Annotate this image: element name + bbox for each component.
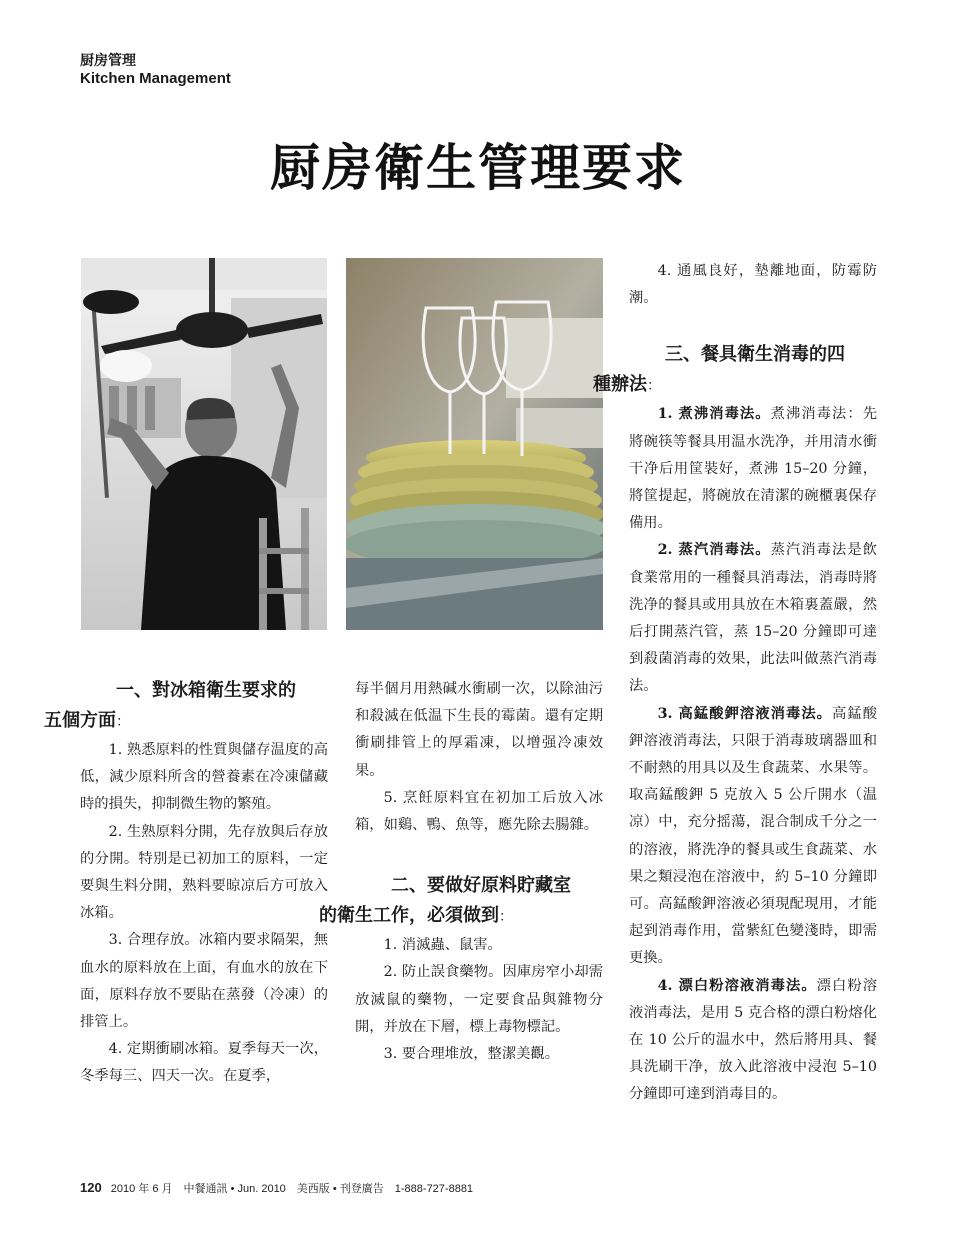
column-right xyxy=(593,258,878,1109)
paragraph xyxy=(629,401,877,537)
paragraph: 1. 熟悉原料的性質與儲存温度的高低，減少原料所含的營養素在冷凍儲藏時的損失，抑制微生物的繁殖。 xyxy=(80,742,328,813)
method-text: 蒸汽消毒法是飲食業常用的一種餐具消毒法，消毒時將洗净的餐具或用具放在木箱裏蓋嚴，然后打開蒸汽管，蒸 15–20 分鐘即可達到殺菌消毒的效果，此法叫做蒸汽消毒法。 xyxy=(629,542,877,695)
page-title: 厨房衛生管理要求 xyxy=(270,138,686,197)
method-label: 4. 漂白粉溶液消毒法。 xyxy=(657,977,817,994)
method-label: 3. 高錳酸鉀溶液消毒法。 xyxy=(657,705,833,722)
column-middle xyxy=(319,676,603,1068)
paragraph: 4. 定期衝刷冰箱。夏季每天一次，冬季每三、四天一次。在夏季， xyxy=(80,1041,328,1085)
section-heading-3-line2-text: 種辦法 xyxy=(593,374,647,396)
paragraph: 3. 合理存放。冰箱内要求隔架，無血水的原料放在上面，有血水的放在下面，原料存放不要貼在蒸發（冷凍）的排管上。 xyxy=(80,932,328,1031)
section-label-en: Kitchen Management xyxy=(80,70,231,87)
paragraph xyxy=(629,701,877,973)
section-heading-2-line1: 二、要做好原料貯藏室 xyxy=(391,875,571,897)
paragraph: 2. 防止誤食藥物。因庫房窄小却需放滅鼠的藥物，一定要食品與雜物分開，并放在下層，標上毒物標記。 xyxy=(355,964,603,1035)
section-heading-1 xyxy=(44,676,328,737)
paragraph: 4. 通風良好，墊離地面，防霉防潮。 xyxy=(629,263,877,307)
method-label: 1. 煮沸消毒法。 xyxy=(657,406,771,423)
section-heading-1-line2 xyxy=(44,706,130,737)
section-heading-2-line2-text: 的衛生工作，必須做到 xyxy=(319,905,499,927)
paragraph xyxy=(629,537,877,700)
section-heading-3 xyxy=(593,340,877,401)
paragraph: 3. 要合理堆放，整潔美觀。 xyxy=(383,1046,560,1063)
section-heading-2 xyxy=(319,871,603,932)
section-heading-2-line2 xyxy=(319,901,513,932)
method-text: 煮沸消毒法：先將碗筷等餐具用温水洗净，并用清水衝干净后用筐裝好，煮沸 15–20 分鐘，將筐提起，將碗放在清潔的碗櫃裏保存備用。 xyxy=(629,406,877,532)
paragraph: 5. 烹飪原料宜在初加工后放入冰箱，如鷄、鴨、魚等，應先除去腸雜。 xyxy=(355,789,603,834)
photo-glasses-plates xyxy=(346,258,603,630)
column-left xyxy=(44,676,328,1091)
section-heading-3-line2 xyxy=(593,370,661,401)
page-footer xyxy=(80,1180,473,1196)
page-number: 120 xyxy=(80,1180,102,1195)
section-tag xyxy=(80,52,231,88)
method-text: 漂白粉溶液消毒法，是用 5 克合格的漂白粉熔化在 10 公斤的温水中，然后將用具、餐具洗刷干净，放入此溶液中浸泡 5–10 分鐘即可達到消毒目的。 xyxy=(629,977,878,1103)
section-heading-1-line2-text: 五個方面 xyxy=(44,710,116,731)
paragraph: 每半個月用熱碱水衝刷一次，以除油污和殺滅在低温下生長的霉菌。還有定期衝刷排管上的厚霜凍，以增强冷凍效果。 xyxy=(355,681,603,779)
paragraph xyxy=(629,973,877,1109)
section-heading-1-line1: 一、對冰箱衛生要求的 xyxy=(116,680,296,701)
photo-cleaning-fan-graphic xyxy=(81,258,327,630)
heading-colon: ： xyxy=(499,909,513,926)
section-label-zh: 厨房管理 xyxy=(80,53,136,69)
method-text: 高錳酸鉀溶液消毒法，只限于消毒玻璃器皿和不耐熱的用具以及生食蔬菜、水果等。取高錳酸鉀 5 克放入 5 公斤開水（温凉）中，充分摇蕩，混合制成千分之一的溶液，將洗净的餐具或生食蔬菜、水果之類浸泡在溶液中，約 5–10 分鐘即可。高錳酸鉀溶液必須現配現用，才能起到消毒作用，當紫紅色變淺時，即需更換。 xyxy=(629,705,878,967)
heading-colon: ： xyxy=(647,378,661,395)
photo-glasses-plates-graphic xyxy=(346,258,603,630)
paragraph: 2. 生熟原料分開，先存放與后存放的分開。特別是已初加工的原料，一定要與生料分開，熟料要晾凉后方可放入冰箱。 xyxy=(80,823,328,922)
paragraph: 1. 消滅蟲、鼠害。 xyxy=(383,937,502,954)
photo-cleaning-fan xyxy=(81,258,327,630)
heading-colon: ： xyxy=(116,714,130,730)
footer-text: 2010 年 6 月 中餐通訊 • Jun. 2010 美西版 • 刊登廣告 1-888-727-8881 xyxy=(110,1183,474,1195)
method-label: 2. 蒸汽消毒法。 xyxy=(657,542,771,559)
section-heading-3-line1: 三、餐具衛生消毒的四 xyxy=(665,344,845,366)
